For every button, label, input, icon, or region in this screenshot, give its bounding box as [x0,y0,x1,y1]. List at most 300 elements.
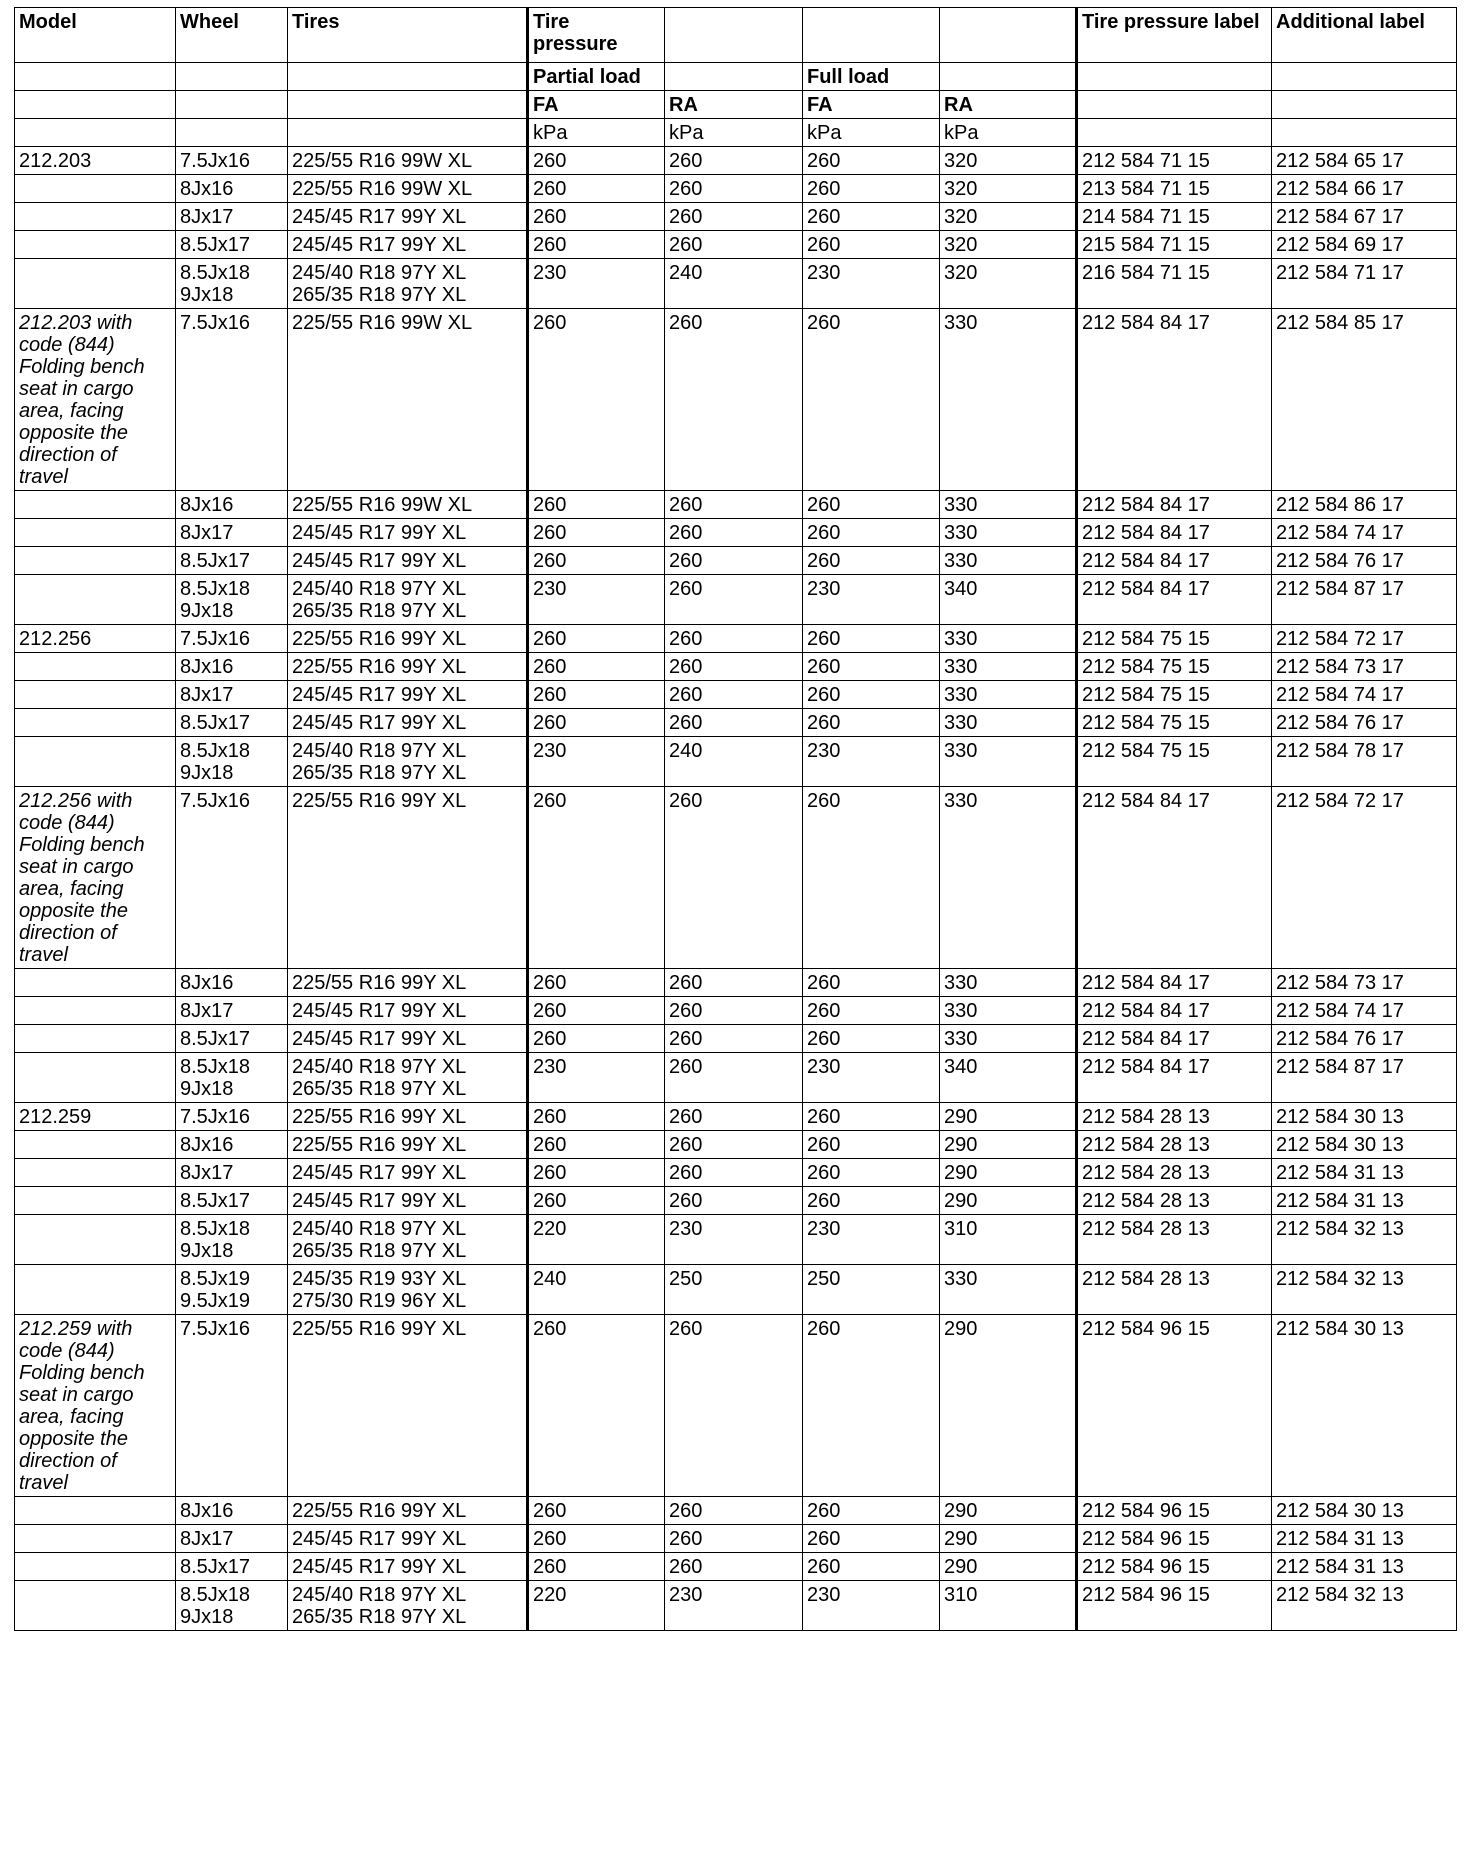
col-header-additional-label: Additional label [1272,8,1457,63]
partial-fa-cell: 260 [528,147,665,175]
model-cell: 212.256 with code (844) Folding bench seat in cargo area, facing opposite the direction of travel [15,787,176,969]
partial-fa-cell: 260 [528,997,665,1025]
partial-ra-cell: 260 [665,1025,803,1053]
wheel-cell: 8Jx16 [176,175,288,203]
additional-label-cell: 212 584 74 17 [1272,681,1457,709]
table-row [15,625,1457,653]
additional-label-cell: 212 584 32 13 [1272,1581,1457,1631]
table-row [15,519,1457,547]
model-cell [15,575,176,625]
tire-pressure-label-cell: 212 584 75 15 [1077,681,1272,709]
full-ra-cell: 290 [940,1187,1077,1215]
tire-pressure-label-cell: 212 584 84 17 [1077,997,1272,1025]
table-row [15,737,1457,787]
full-fa-cell: 260 [803,969,940,997]
header-empty-cell [803,8,940,63]
model-cell [15,1187,176,1215]
full-ra-cell: 320 [940,147,1077,175]
table-row [15,1581,1457,1631]
full-ra-cell: 330 [940,309,1077,491]
tires-cell: 245/45 R17 99Y XL [288,681,528,709]
tire-pressure-label-cell: 212 584 96 15 [1077,1553,1272,1581]
tires-cell: 225/55 R16 99Y XL [288,1103,528,1131]
tire-pressure-label-cell: 212 584 75 15 [1077,709,1272,737]
tire-pressure-label-cell: 212 584 84 17 [1077,491,1272,519]
table-row [15,1315,1457,1497]
full-ra-cell: 290 [940,1315,1077,1497]
full-ra-cell: 330 [940,1025,1077,1053]
additional-label-cell: 212 584 76 17 [1272,1025,1457,1053]
full-fa-cell: 260 [803,1553,940,1581]
wheel-cell: 8.5Jx18 9Jx18 [176,1053,288,1103]
wheel-cell: 8Jx16 [176,653,288,681]
wheel-cell: 8.5Jx17 [176,1025,288,1053]
partial-fa-cell: 260 [528,1103,665,1131]
tire-pressure-label-cell: 212 584 28 13 [1077,1265,1272,1315]
wheel-cell: 8Jx17 [176,1159,288,1187]
tires-cell: 245/45 R17 99Y XL [288,1553,528,1581]
partial-ra-cell: 260 [665,1187,803,1215]
table-body [15,8,1457,1631]
tires-cell: 245/45 R17 99Y XL [288,1159,528,1187]
table-row [15,1131,1457,1159]
unit-label: kPa [528,119,665,147]
model-cell [15,1553,176,1581]
full-fa-cell: 260 [803,519,940,547]
tires-cell: 245/45 R17 99Y XL [288,231,528,259]
full-ra-cell: 330 [940,491,1077,519]
table-row [15,681,1457,709]
table-row [15,147,1457,175]
full-ra-header: RA [940,91,1077,119]
full-ra-cell: 290 [940,1131,1077,1159]
additional-label-cell: 212 584 86 17 [1272,491,1457,519]
additional-label-cell: 212 584 74 17 [1272,519,1457,547]
wheel-cell: 8Jx17 [176,997,288,1025]
additional-label-cell: 212 584 73 17 [1272,969,1457,997]
partial-fa-cell: 230 [528,1053,665,1103]
full-fa-cell: 260 [803,787,940,969]
full-ra-cell: 330 [940,709,1077,737]
model-cell [15,1215,176,1265]
tire-pressure-label-cell: 212 584 71 15 [1077,147,1272,175]
partial-ra-cell: 260 [665,1553,803,1581]
tire-pressure-label-cell: 212 584 84 17 [1077,1025,1272,1053]
tires-cell: 225/55 R16 99W XL [288,175,528,203]
model-cell [15,1265,176,1315]
wheel-cell: 8.5Jx18 9Jx18 [176,1215,288,1265]
tires-cell: 245/40 R18 97Y XL 265/35 R18 97Y XL [288,259,528,309]
wheel-cell: 8Jx17 [176,1525,288,1553]
partial-fa-cell: 260 [528,969,665,997]
wheel-cell: 7.5Jx16 [176,625,288,653]
full-ra-cell: 320 [940,231,1077,259]
table-row [15,1025,1457,1053]
additional-label-cell: 212 584 30 13 [1272,1497,1457,1525]
tires-cell: 225/55 R16 99W XL [288,147,528,175]
partial-ra-cell: 260 [665,575,803,625]
partial-ra-cell: 260 [665,625,803,653]
model-cell [15,1581,176,1631]
full-fa-cell: 260 [803,309,940,491]
partial-fa-cell: 260 [528,1525,665,1553]
tire-pressure-table [14,7,1457,1631]
partial-ra-cell: 260 [665,1159,803,1187]
partial-ra-cell: 260 [665,547,803,575]
partial-fa-cell: 260 [528,681,665,709]
tires-cell: 245/45 R17 99Y XL [288,519,528,547]
model-cell [15,709,176,737]
additional-label-cell: 212 584 30 13 [1272,1315,1457,1497]
full-fa-cell: 260 [803,175,940,203]
wheel-cell: 8Jx16 [176,969,288,997]
additional-label-cell: 212 584 76 17 [1272,709,1457,737]
header-row [15,8,1457,63]
additional-label-cell: 212 584 85 17 [1272,309,1457,491]
partial-ra-cell: 260 [665,1525,803,1553]
full-ra-cell: 340 [940,1053,1077,1103]
model-cell: 212.259 [15,1103,176,1131]
table-row [15,575,1457,625]
partial-fa-cell: 260 [528,1187,665,1215]
partial-fa-cell: 260 [528,625,665,653]
additional-label-cell: 212 584 87 17 [1272,575,1457,625]
table-row [15,997,1457,1025]
additional-label-cell: 212 584 73 17 [1272,653,1457,681]
model-cell [15,175,176,203]
additional-label-cell: 212 584 72 17 [1272,625,1457,653]
model-cell [15,1159,176,1187]
full-ra-cell: 330 [940,681,1077,709]
table-row [15,203,1457,231]
partial-fa-cell: 260 [528,231,665,259]
partial-fa-cell: 260 [528,1131,665,1159]
model-cell [15,519,176,547]
partial-ra-cell: 260 [665,969,803,997]
additional-label-cell: 212 584 71 17 [1272,259,1457,309]
tire-pressure-label-cell: 212 584 84 17 [1077,309,1272,491]
wheel-cell: 8.5Jx17 [176,231,288,259]
col-header-tire-pressure-label: Tire pressure label [1077,8,1272,63]
table-row [15,1159,1457,1187]
partial-fa-cell: 260 [528,1497,665,1525]
additional-label-cell: 212 584 66 17 [1272,175,1457,203]
table-row [15,969,1457,997]
wheel-cell: 8Jx16 [176,491,288,519]
col-header-tire-pressure: Tire pressure [528,8,665,63]
wheel-cell: 8Jx17 [176,203,288,231]
partial-ra-cell: 260 [665,147,803,175]
model-cell [15,1025,176,1053]
table-row [15,1053,1457,1103]
tire-pressure-label-cell: 212 584 75 15 [1077,737,1272,787]
partial-fa-cell: 230 [528,575,665,625]
table-row [15,787,1457,969]
full-fa-cell: 260 [803,997,940,1025]
full-fa-cell: 230 [803,737,940,787]
table-row [15,1215,1457,1265]
tires-cell: 245/45 R17 99Y XL [288,1025,528,1053]
full-fa-cell: 260 [803,547,940,575]
table-row [15,653,1457,681]
wheel-cell: 8.5Jx17 [176,547,288,575]
wheel-cell: 8.5Jx17 [176,1187,288,1215]
model-cell [15,737,176,787]
full-fa-cell: 260 [803,653,940,681]
wheel-cell: 7.5Jx16 [176,147,288,175]
table-row [15,491,1457,519]
tires-cell: 245/45 R17 99Y XL [288,203,528,231]
full-ra-cell: 290 [940,1159,1077,1187]
full-ra-cell: 330 [940,625,1077,653]
table-row [15,1553,1457,1581]
full-ra-cell: 290 [940,1553,1077,1581]
partial-fa-cell: 220 [528,1581,665,1631]
tires-cell: 225/55 R16 99W XL [288,491,528,519]
additional-label-cell: 212 584 65 17 [1272,147,1457,175]
header-axle-row [15,91,1457,119]
full-fa-cell: 260 [803,1159,940,1187]
tire-pressure-label-cell: 212 584 84 17 [1077,519,1272,547]
model-cell: 212.259 with code (844) Folding bench seat in cargo area, facing opposite the direction of travel [15,1315,176,1497]
additional-label-cell: 212 584 31 13 [1272,1187,1457,1215]
tires-cell: 245/45 R17 99Y XL [288,1187,528,1215]
tire-pressure-label-cell: 212 584 84 17 [1077,787,1272,969]
tire-pressure-label-cell: 212 584 84 17 [1077,969,1272,997]
full-fa-cell: 260 [803,203,940,231]
additional-label-cell: 212 584 69 17 [1272,231,1457,259]
partial-ra-cell: 260 [665,653,803,681]
partial-ra-cell: 240 [665,259,803,309]
full-fa-cell: 260 [803,1187,940,1215]
full-ra-cell: 330 [940,547,1077,575]
additional-label-cell: 212 584 32 13 [1272,1265,1457,1315]
partial-ra-cell: 260 [665,1103,803,1131]
table-row [15,709,1457,737]
tires-cell: 245/40 R18 97Y XL 265/35 R18 97Y XL [288,1053,528,1103]
full-fa-cell: 260 [803,1103,940,1131]
full-fa-cell: 260 [803,147,940,175]
partial-fa-cell: 220 [528,1215,665,1265]
additional-label-cell: 212 584 30 13 [1272,1103,1457,1131]
model-cell [15,259,176,309]
header-empty-cell [665,8,803,63]
wheel-cell: 8Jx16 [176,1497,288,1525]
full-ra-cell: 310 [940,1215,1077,1265]
full-ra-cell: 290 [940,1525,1077,1553]
additional-label-cell: 212 584 74 17 [1272,997,1457,1025]
full-ra-cell: 330 [940,969,1077,997]
tire-pressure-label-cell: 212 584 84 17 [1077,575,1272,625]
tire-pressure-label-cell: 212 584 96 15 [1077,1581,1272,1631]
wheel-cell: 8.5Jx18 9Jx18 [176,737,288,787]
partial-ra-cell: 260 [665,519,803,547]
tires-cell: 245/45 R17 99Y XL [288,709,528,737]
additional-label-cell: 212 584 87 17 [1272,1053,1457,1103]
tires-cell: 225/55 R16 99Y XL [288,1315,528,1497]
tire-pressure-label-cell: 212 584 28 13 [1077,1187,1272,1215]
tire-pressure-label-cell: 213 584 71 15 [1077,175,1272,203]
table-row [15,1497,1457,1525]
wheel-cell: 8Jx17 [176,519,288,547]
partial-ra-cell: 260 [665,491,803,519]
partial-fa-cell: 230 [528,259,665,309]
full-fa-cell: 230 [803,1215,940,1265]
additional-label-cell: 212 584 76 17 [1272,547,1457,575]
full-ra-cell: 330 [940,787,1077,969]
additional-label-cell: 212 584 31 13 [1272,1159,1457,1187]
full-ra-cell: 310 [940,1581,1077,1631]
tire-pressure-label-cell: 215 584 71 15 [1077,231,1272,259]
partial-ra-cell: 240 [665,737,803,787]
full-fa-cell: 260 [803,491,940,519]
tires-cell: 225/55 R16 99Y XL [288,1131,528,1159]
full-fa-cell: 260 [803,1025,940,1053]
wheel-cell: 7.5Jx16 [176,1103,288,1131]
model-cell: 212.203 [15,147,176,175]
table-row [15,1525,1457,1553]
model-cell [15,681,176,709]
partial-fa-cell: 230 [528,737,665,787]
full-ra-cell: 320 [940,175,1077,203]
full-fa-header: FA [803,91,940,119]
tires-cell: 245/35 R19 93Y XL 275/30 R19 96Y XL [288,1265,528,1315]
partial-ra-cell: 260 [665,1131,803,1159]
partial-ra-cell: 230 [665,1215,803,1265]
wheel-cell: 8Jx17 [176,681,288,709]
partial-ra-cell: 260 [665,997,803,1025]
wheel-cell: 7.5Jx16 [176,309,288,491]
tires-cell: 225/55 R16 99Y XL [288,969,528,997]
partial-fa-cell: 260 [528,547,665,575]
model-cell [15,997,176,1025]
tires-cell: 245/40 R18 97Y XL 265/35 R18 97Y XL [288,575,528,625]
additional-label-cell: 212 584 31 13 [1272,1553,1457,1581]
partial-fa-cell: 260 [528,787,665,969]
header-load-row [15,63,1457,91]
partial-fa-cell: 260 [528,491,665,519]
model-cell [15,203,176,231]
partial-load-header: Partial load [528,63,665,91]
full-fa-cell: 260 [803,681,940,709]
col-header-tires: Tires [288,8,528,63]
tires-cell: 245/45 R17 99Y XL [288,547,528,575]
header-unit-row [15,119,1457,147]
model-cell: 212.203 with code (844) Folding bench seat in cargo area, facing opposite the direction of travel [15,309,176,491]
partial-ra-cell: 260 [665,1497,803,1525]
unit-label: kPa [940,119,1077,147]
full-fa-cell: 260 [803,1525,940,1553]
additional-label-cell: 212 584 31 13 [1272,1525,1457,1553]
partial-ra-cell: 260 [665,1315,803,1497]
wheel-cell: 8.5Jx17 [176,709,288,737]
unit-label: kPa [803,119,940,147]
tires-cell: 225/55 R16 99Y XL [288,625,528,653]
full-fa-cell: 260 [803,1315,940,1497]
tire-pressure-label-cell: 212 584 84 17 [1077,547,1272,575]
full-ra-cell: 330 [940,997,1077,1025]
tires-cell: 225/55 R16 99Y XL [288,1497,528,1525]
partial-ra-header: RA [665,91,803,119]
wheel-cell: 8Jx16 [176,1131,288,1159]
additional-label-cell: 212 584 72 17 [1272,787,1457,969]
table-row [15,547,1457,575]
full-ra-cell: 330 [940,1265,1077,1315]
additional-label-cell: 212 584 67 17 [1272,203,1457,231]
partial-ra-cell: 230 [665,1581,803,1631]
partial-fa-header: FA [528,91,665,119]
full-ra-cell: 320 [940,203,1077,231]
unit-label: kPa [665,119,803,147]
tires-cell: 245/45 R17 99Y XL [288,1525,528,1553]
table-row [15,231,1457,259]
tires-cell: 245/40 R18 97Y XL 265/35 R18 97Y XL [288,1581,528,1631]
tires-cell: 225/55 R16 99Y XL [288,787,528,969]
wheel-cell: 7.5Jx16 [176,1315,288,1497]
additional-label-cell: 212 584 30 13 [1272,1131,1457,1159]
full-fa-cell: 260 [803,1497,940,1525]
full-fa-cell: 260 [803,231,940,259]
partial-fa-cell: 260 [528,203,665,231]
tire-pressure-label-cell: 212 584 96 15 [1077,1315,1272,1497]
model-cell [15,969,176,997]
tires-cell: 245/40 R18 97Y XL 265/35 R18 97Y XL [288,737,528,787]
full-load-header: Full load [803,63,940,91]
full-ra-cell: 340 [940,575,1077,625]
additional-label-cell: 212 584 32 13 [1272,1215,1457,1265]
full-fa-cell: 230 [803,575,940,625]
full-ra-cell: 330 [940,737,1077,787]
table-row [15,1265,1457,1315]
wheel-cell: 8.5Jx18 9Jx18 [176,259,288,309]
full-ra-cell: 320 [940,259,1077,309]
model-cell [15,231,176,259]
partial-ra-cell: 250 [665,1265,803,1315]
partial-fa-cell: 260 [528,1159,665,1187]
tire-pressure-label-cell: 212 584 28 13 [1077,1103,1272,1131]
partial-ra-cell: 260 [665,681,803,709]
wheel-cell: 8.5Jx17 [176,1553,288,1581]
table-row [15,1187,1457,1215]
full-fa-cell: 260 [803,709,940,737]
partial-fa-cell: 260 [528,309,665,491]
tire-pressure-label-cell: 216 584 71 15 [1077,259,1272,309]
tire-pressure-label-cell: 212 584 75 15 [1077,653,1272,681]
partial-ra-cell: 260 [665,231,803,259]
model-cell: 212.256 [15,625,176,653]
partial-ra-cell: 260 [665,1053,803,1103]
full-fa-cell: 260 [803,1131,940,1159]
model-cell [15,547,176,575]
partial-fa-cell: 240 [528,1265,665,1315]
model-cell [15,1053,176,1103]
partial-ra-cell: 260 [665,203,803,231]
full-ra-cell: 330 [940,653,1077,681]
full-fa-cell: 260 [803,625,940,653]
tire-pressure-label-cell: 212 584 28 13 [1077,1159,1272,1187]
table-row [15,175,1457,203]
tires-cell: 245/40 R18 97Y XL 265/35 R18 97Y XL [288,1215,528,1265]
wheel-cell: 8.5Jx19 9.5Jx19 [176,1265,288,1315]
tire-pressure-document [14,7,1457,1631]
tire-pressure-label-cell: 212 584 28 13 [1077,1131,1272,1159]
tire-pressure-label-cell: 214 584 71 15 [1077,203,1272,231]
full-ra-cell: 330 [940,519,1077,547]
full-fa-cell: 230 [803,259,940,309]
tires-cell: 225/55 R16 99Y XL [288,653,528,681]
partial-ra-cell: 260 [665,175,803,203]
partial-fa-cell: 260 [528,1553,665,1581]
